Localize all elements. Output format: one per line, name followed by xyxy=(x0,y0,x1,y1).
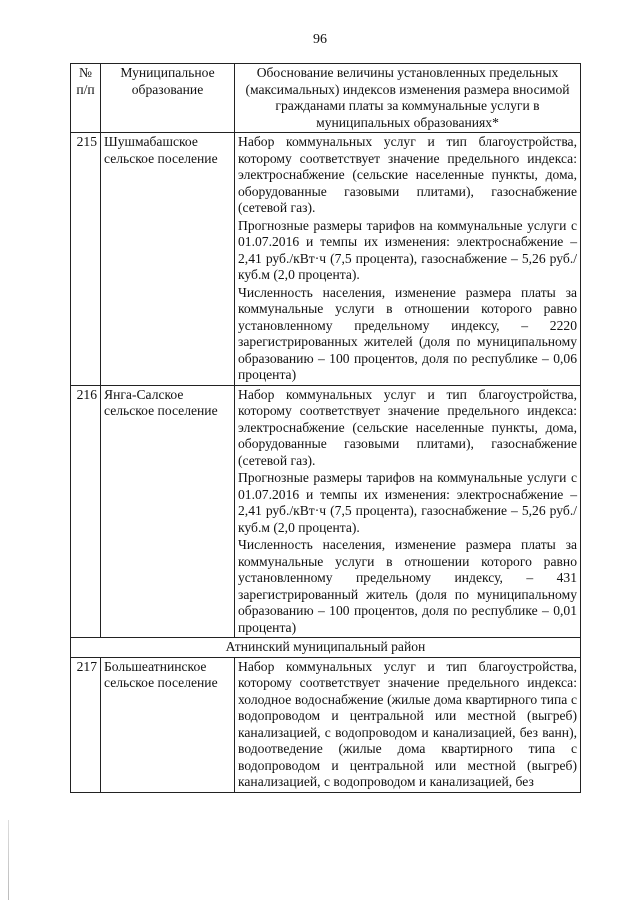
table-row xyxy=(71,657,581,792)
tariff-index-table xyxy=(70,63,581,793)
row-municipality: Большеатнинское сельское поселение xyxy=(101,657,235,792)
justification-paragraph: Набор коммунальных услуг и тип благоустройства, которому соответствует значение предельного индекса: электроснабжение (сельские населенные пункты, дома, оборудованные газовыми плитами), газоснабжение (сетевой газ). xyxy=(238,386,577,468)
justification-paragraph: Прогнозные размеры тарифов на коммунальные услуги с 01.07.2016 и темпы их изменения: электроснабжение – 2,41 руб./кВт·ч (7,5 процента), газоснабжение – 5,26 руб./куб.м (2,0 процента). xyxy=(238,470,577,535)
row-municipality: Янга-Салское сельское поселение xyxy=(101,385,235,638)
row-number: 217 xyxy=(71,657,101,792)
scan-edge-artifact xyxy=(8,820,9,900)
row-number: 215 xyxy=(71,133,101,386)
district-row xyxy=(71,638,581,658)
header-justification: Обоснование величины установленных предельных (максимальных) индексов изменения размера вносимой гражданами платы за коммунальные услуги в муниципальных образованиях* xyxy=(235,64,581,133)
row-justification xyxy=(235,133,581,386)
row-justification xyxy=(235,657,581,792)
justification-paragraph: Численность населения, изменение размера платы за коммунальные услуги в отношении которого равно установленному предельному индексу, – 2220 зарегистрированных жителей (доля по муниципальному образованию – 100 процентов, доля по республике – 0,06 процента) xyxy=(238,284,577,382)
row-municipality: Шушмабашское сельское поселение xyxy=(101,133,235,386)
justification-paragraph: Прогнозные размеры тарифов на коммунальные услуги с 01.07.2016 и темпы их изменения: электроснабжение – 2,41 руб./кВт·ч (7,5 процента), газоснабжение – 5,26 руб./куб.м (2,0 процента). xyxy=(238,217,577,282)
header-municipality: Муниципальное образование xyxy=(101,64,235,133)
table-row xyxy=(71,385,581,638)
row-number: 216 xyxy=(71,385,101,638)
page-number: 96 xyxy=(313,32,327,47)
justification-paragraph: Численность населения, изменение размера платы за коммунальные услуги в отношении которого равно установленному предельному индексу, – 431 зарегистрированный житель (доля по муниципальному образованию – 100 процентов, доля по республике – 0,01 процента) xyxy=(238,537,577,635)
justification-paragraph: Набор коммунальных услуг и тип благоустройства, которому соответствует значение предельного индекса: электроснабжение (сельские населенные пункты, дома, оборудованные газовыми плитами), газоснабжение (сетевой газ). xyxy=(238,134,577,215)
table-header-row xyxy=(71,64,581,133)
table-row xyxy=(71,133,581,386)
justification-paragraph: Набор коммунальных услуг и тип благоустройства, которому соответствует значение предельного индекса: холодное водоснабжение (жилые дома квартирного типа с водопроводом и центральной или местной (выгреб) канализацией, с водопроводом и канализацией, без ванн), водоотведение (жилые дома квартирного типа с водопроводом и центральной или местной (выгреб) канализацией, с водопроводом и канализацией, без xyxy=(238,658,577,789)
header-num: № п/п xyxy=(71,64,101,133)
district-heading: Атнинский муниципальный район xyxy=(71,638,581,658)
row-justification xyxy=(235,385,581,638)
